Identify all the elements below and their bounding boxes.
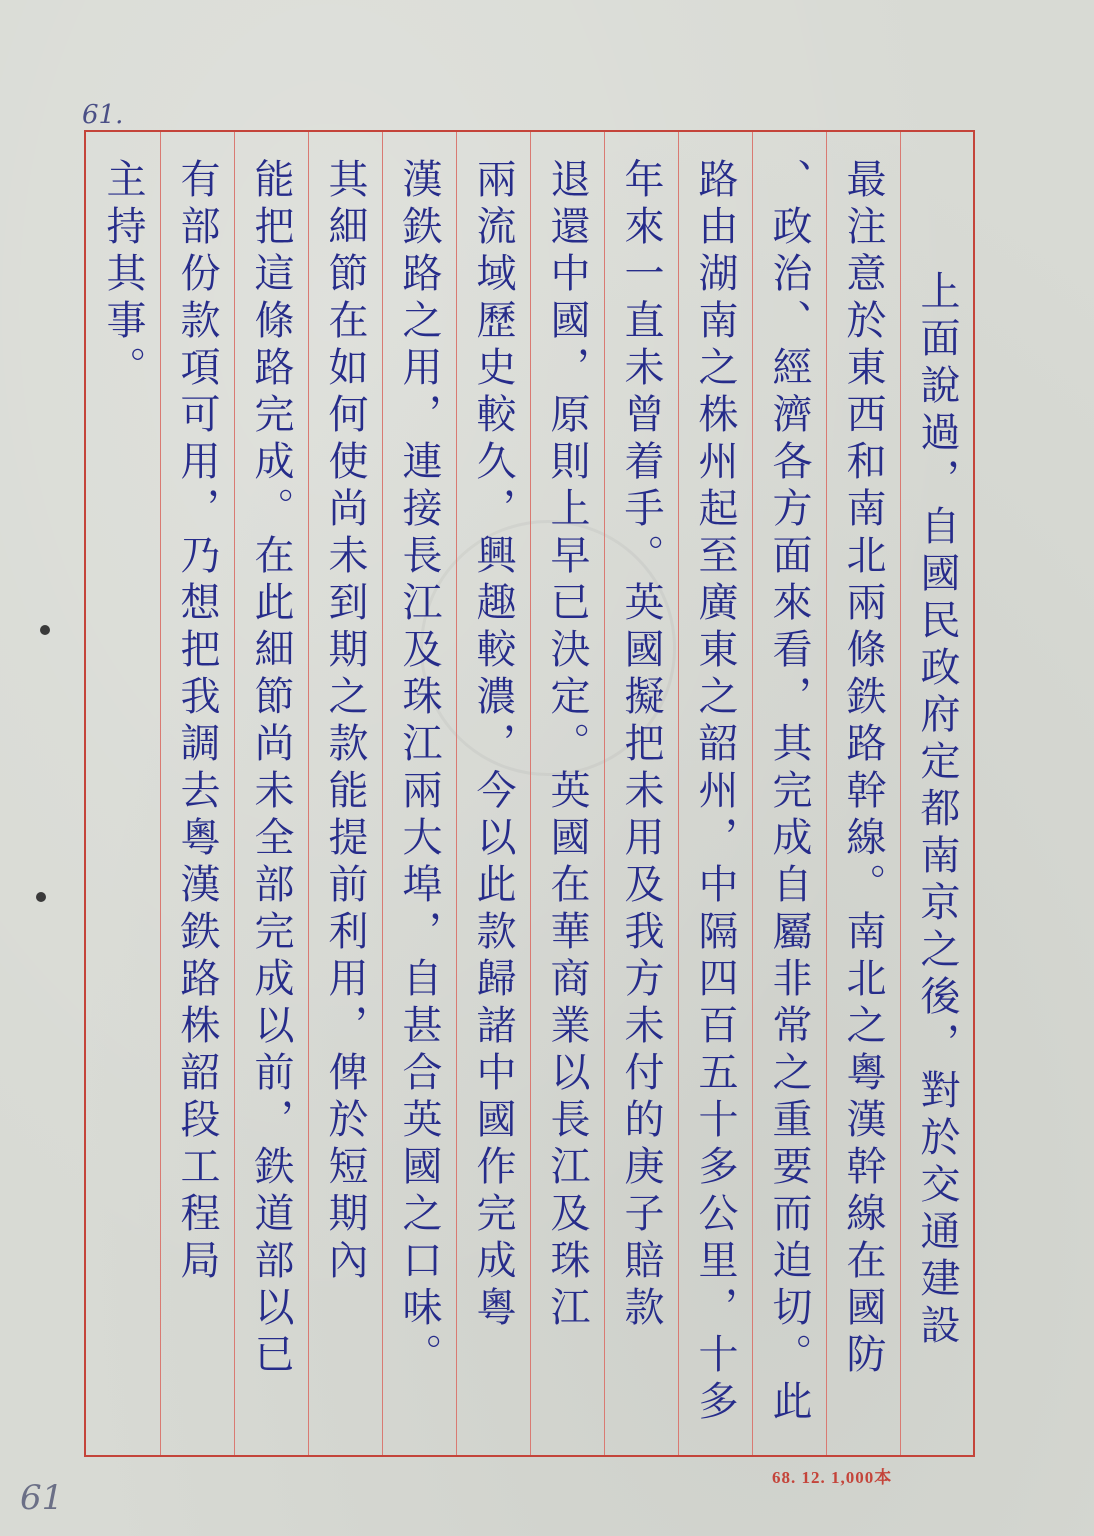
text-column-11: 有部份款項可用，乃想把我調去粵漢鉄路株韶段工程局 bbox=[174, 158, 220, 1286]
text-column-3: 、政治、經濟各方面來看，其完成自屬非常之重要而迫切。此 bbox=[766, 158, 812, 1427]
text-column-7: 兩流域歷史較久，興趣較濃，今以此款歸諸中國作完成粵 bbox=[470, 158, 516, 1333]
text-column-10: 能把這條路完成。在此細節尚未全部完成以前，鉄道部以已 bbox=[248, 158, 294, 1380]
text-column-1: 上面說過，自國民政府定都南京之後，對於交通建設 bbox=[914, 270, 960, 1351]
text-column-9: 其細節在如何使尚未到期之款能提前利用，俾於短期內 bbox=[322, 158, 368, 1286]
text-column-4: 路由湖南之株州起至廣東之韶州，中隔四百五十多公里，十多 bbox=[692, 158, 738, 1427]
text-column-8: 漢鉄路之用，連接長江及珠江兩大埠，自甚合英國之口味。 bbox=[396, 158, 442, 1380]
punch-hole-mark bbox=[40, 625, 50, 635]
punch-hole-mark bbox=[36, 892, 46, 902]
text-column-6: 退還中國，原則上早已決定。英國在華商業以長江及珠江 bbox=[544, 158, 590, 1333]
page-number-bottom: 61 bbox=[20, 1478, 64, 1518]
text-column-12: 主持其事。 bbox=[100, 158, 146, 393]
text-column-2: 最注意於東西和南北兩條鉄路幹線。南北之粵漢幹線在國防 bbox=[840, 158, 886, 1380]
page-number-top: 61. bbox=[82, 100, 124, 130]
print-run-footer: 68. 12. 1,000本 bbox=[772, 1468, 893, 1487]
text-column-5: 年來一直未曾着手。英國擬把未用及我方未付的庚子賠款 bbox=[618, 158, 664, 1333]
